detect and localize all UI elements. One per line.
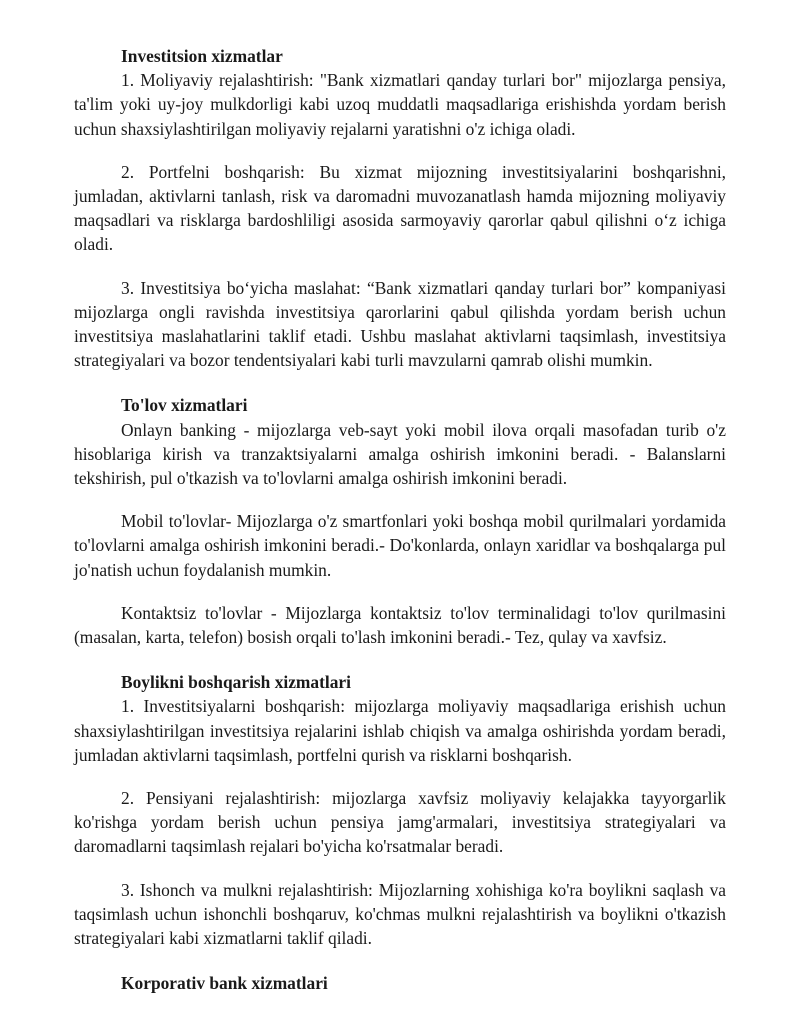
document-page xyxy=(74,44,726,996)
section-heading-investitsion: Investitsion xizmatlar xyxy=(121,46,283,66)
paragraph-ishonch-mulk: 3. Ishonch va mulkni rejalashtirish: Mijozlarning xohishiga ko'ra boylikni saqlash va taqsimlash uchun ishonchli boshqaruv, ko'chmas mulkni rejalashtirish va boylikni o'tkazish strategiyalari kabi xizmatlarni taklif qiladi. xyxy=(74,879,726,949)
paragraph-onlayn-banking: Onlayn banking - mijozlarga veb-sayt yoki mobil ilova orqali masofadan turib o'z hisoblariga kirish va tranzaktsiyalarni amalga oshirish imkonini beradi. - Balanslarni tekshirish, pul o'tkazish va to'lovlarni amalga oshirish imkonini beradi. xyxy=(74,419,726,489)
section-heading-boylikni: Boylikni boshqarish xizmatlari xyxy=(121,672,351,693)
paragraph-investitsiya-maslahat: 3. Investitsiya bo‘yicha maslahat: “Bank xizmatlari qanday turlari bor” kompaniyasi mijozlarga ongli ravishda investitsiya qarorlarini qabul qilishda yordam berish uchun investitsiya maslahatlarini taklif etadi. Ushbu maslahat aktivlarni taqsimlash, investitsiya strategiyalari va bozor tendentsiyalari kabi turli mavzularni qamrab olishi mumkin. xyxy=(74,277,726,371)
section-heading-korporativ: Korporativ bank xizmatlari xyxy=(121,973,328,994)
paragraph-moliyaviy-rejalashtirish: 1. Moliyaviy rejalashtirish: "Bank xizmatlari qanday turlari bor" mijozlarga pensiya, ta'lim yoki uy-joy mulkdorligi kabi uzoq muddatli maqsadlariga erishishda yordam berish uchun shaxsiylashtirilgan moliyaviy rejalarni yaratishni o'z ichiga oladi. xyxy=(74,70,726,139)
paragraph-kontaktsiz-tolovlar: Kontaktsiz to'lovlar - Mijozlarga kontaktsiz to'lov terminalidagi to'lov qurilmasini (masalan, karta, telefon) bosish orqali to'lash imkonini beradi.- Tez, qulay va xavfsiz. xyxy=(74,602,726,648)
paragraph-mobil-tolovlar: Mobil to'lovlar- Mijozlarga o'z smartfonlari yoki boshqa mobil qurilmalari yordamida to'lovlarni amalga oshirish imkonini beradi.- Do'konlarda, onlayn xaridlar va boshqalarga pul jo'natish uchun foydalanish mumkin. xyxy=(74,511,726,580)
paragraph-investitsiyalarni-boshqarish: 1. Investitsiyalarni boshqarish: mijozlarga moliyaviy maqsadlariga erishish uchun shaxsiylashtirilgan investitsiya rejalarini ishlab chiqish va amalga oshirishda yordam beradi, jumladan aktivlarni taqsimlash, portfelni qurish va risklarni boshqarish. xyxy=(74,696,726,765)
paragraph-pensiyani-rejalashtirish: 2. Pensiyani rejalashtirish: mijozlarga xavfsiz moliyaviy kelajakka tayyorgarlik ko'rishga yordam berish uchun pensiya jamg'armalari, investitsiya strategiyalari va daromadlarni taqsimlash rejalari bo'yicha ko'rsatmalar beradi. xyxy=(74,788,726,857)
section-heading-tolov: To'lov xizmatlari xyxy=(121,395,248,416)
paragraph-portfelni-boshqarish: 2. Portfelni boshqarish: Bu xizmat mijozning investitsiyalarini boshqarishni, jumladan, aktivlarni tanlash, risk va daromadni muvozanatlash hamda mijozning moliyaviy maqsadlari va risklarga bardoshliligi asosida sarmoyaviy qarorlar qabul qilishni o‘z ichiga oladi. xyxy=(74,161,726,255)
